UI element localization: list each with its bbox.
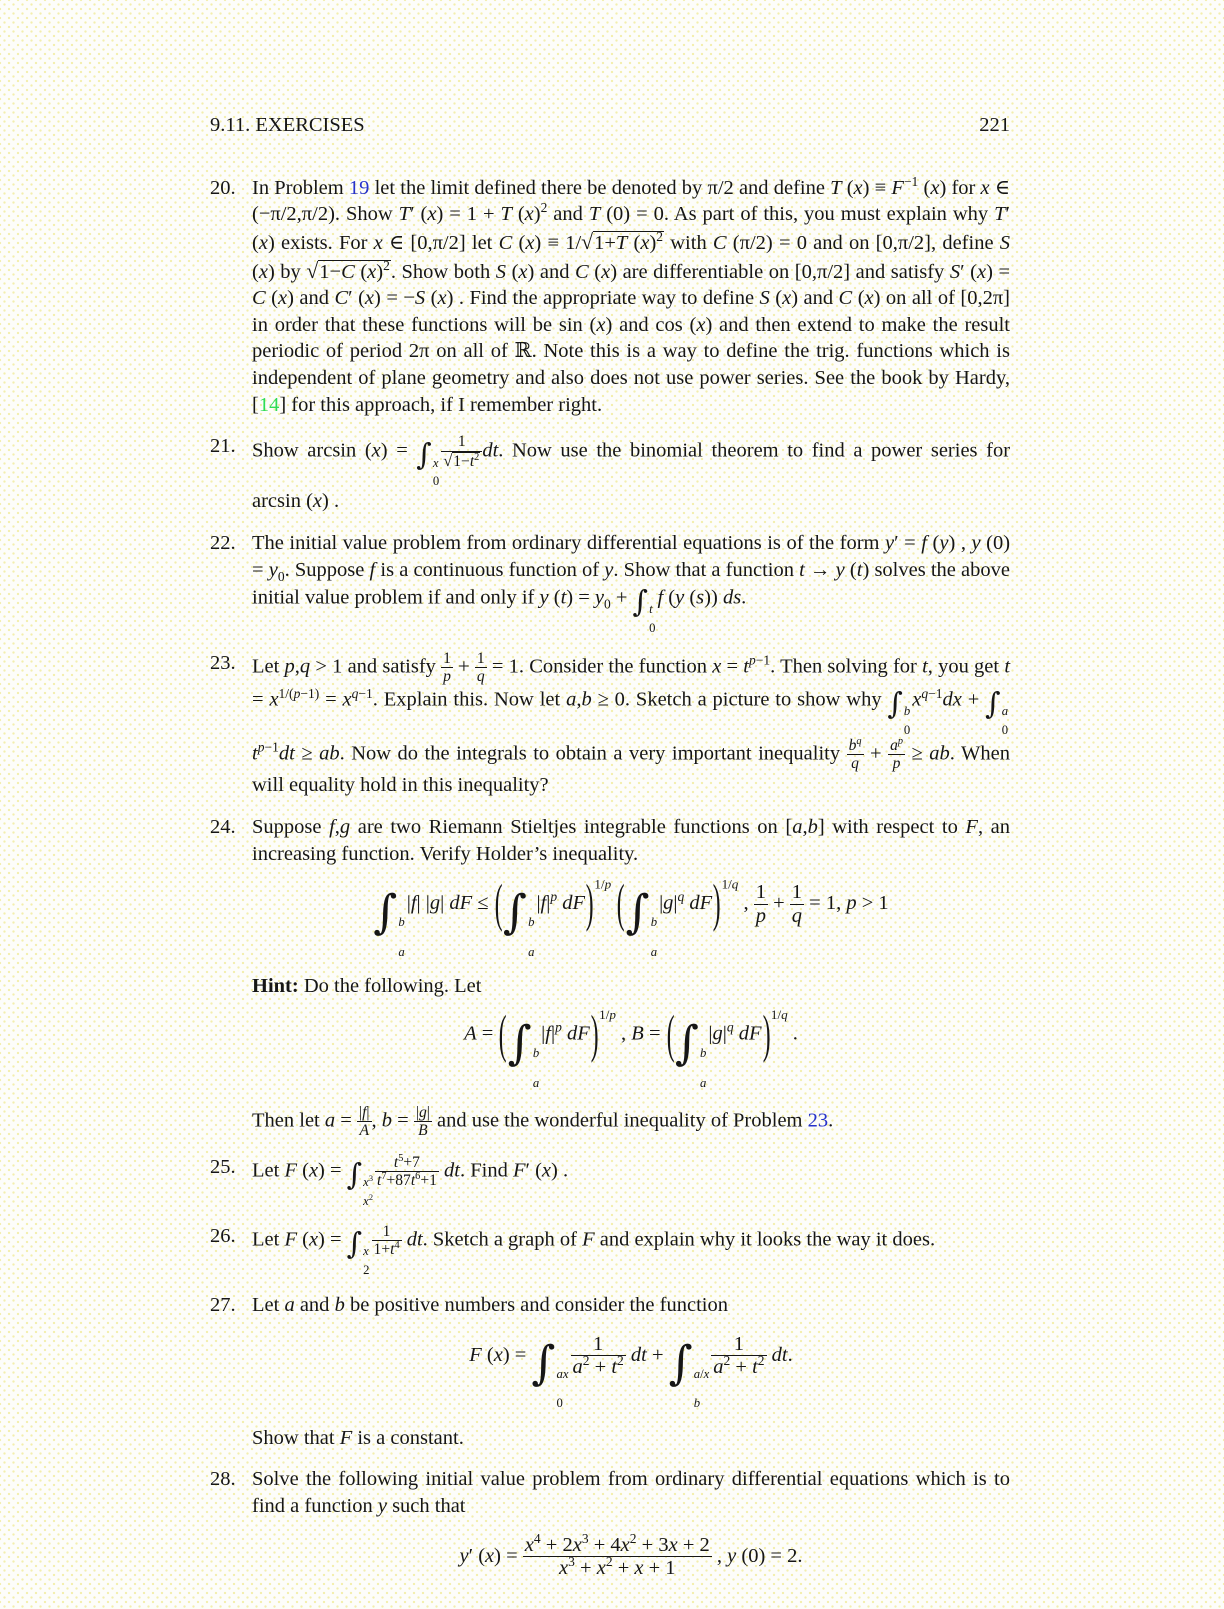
paren-exponent: 1/p	[599, 1007, 616, 1023]
math-var: x	[363, 1193, 369, 1208]
math-var: p	[604, 876, 612, 892]
math-var: x	[371, 439, 381, 462]
math-var: dt	[278, 742, 295, 765]
math-var: x	[696, 313, 706, 336]
math-var: dF	[562, 892, 586, 915]
problem-text: Let F (x) = ∫ x 2 $\frac{1}{1+t^4}$ dt. Sketch a graph of F and explain why it looks the way it does.	[252, 1223, 936, 1277]
exercise-25	[210, 1154, 1010, 1208]
math-var: y	[594, 586, 605, 609]
math-var: x	[596, 1557, 606, 1580]
math-var: q	[299, 655, 311, 678]
display-equation: A = (∫ b a $|f|^p$ dF)$^{1/p}$ , B = (∫ b a $|g|^q$ dF)$^{1/q}$ .	[464, 1003, 798, 1090]
math-var: y	[885, 531, 895, 554]
math-var: C	[498, 231, 513, 254]
math-var: x	[493, 1343, 503, 1366]
math-var: p	[609, 1007, 616, 1023]
integral: ∫ $x^3$ $x^2$	[346, 1157, 373, 1208]
math-var: a	[650, 945, 658, 960]
fraction: $\frac{t^5+7}{t^7+87t^6+1}$	[377, 1153, 437, 1190]
fraction: $\frac{1}{q}$	[476, 650, 485, 686]
integral	[625, 884, 659, 960]
math-var: A	[464, 1022, 477, 1045]
display-equation: y′ (x) = $\frac{x^4 + 2x^3 + 4x^2 + 3x + 2}{x^3 + x^2 + x + 1}$ , y (0) = 2.	[459, 1530, 803, 1580]
math-var: S	[414, 287, 426, 310]
problem-number: 26.	[210, 1225, 236, 1248]
fraction	[888, 737, 905, 772]
math-var: t	[649, 602, 653, 617]
math-var: y	[604, 558, 614, 581]
paren-exponent: 1/p	[594, 876, 612, 892]
math-var: T	[398, 203, 411, 226]
math-var: dt	[771, 1343, 788, 1366]
math-var: T	[830, 176, 842, 199]
math-var: g	[663, 892, 674, 915]
problem-number: 22.	[210, 531, 236, 554]
math-var: x	[432, 455, 439, 470]
math-var: x	[308, 1228, 319, 1251]
math-var: ds	[722, 586, 742, 609]
math-var: x	[525, 231, 535, 254]
math-var: S	[759, 287, 770, 310]
math-var: x	[668, 1533, 678, 1556]
exercise-23	[210, 650, 1010, 799]
math-var: t	[799, 558, 805, 581]
exercise-27	[210, 1292, 1010, 1451]
fraction	[847, 737, 864, 772]
math-var: ab	[929, 742, 950, 765]
math-var: T	[994, 203, 1006, 226]
math-var: f	[540, 892, 547, 915]
fraction: $\frac{|g|}{B}$	[415, 1104, 430, 1140]
math-var: p	[257, 739, 265, 755]
bold-text: Hint:	[252, 975, 299, 998]
math-var: t	[252, 742, 258, 765]
math-var: y	[971, 531, 981, 554]
math-var: a	[566, 688, 577, 711]
math-var: a	[284, 1294, 295, 1316]
math-var: y	[268, 558, 278, 581]
exercise-26	[210, 1223, 1010, 1277]
math-var: x	[572, 1533, 582, 1556]
math-var: b	[848, 737, 857, 755]
math-var: dF	[566, 1022, 590, 1045]
integral-sign: ∫	[416, 437, 432, 473]
math-var: x	[712, 655, 722, 678]
math-var: ab	[319, 742, 340, 765]
math-var: dt	[482, 439, 499, 462]
problem-number: 25.	[210, 1156, 236, 1179]
math-var: t	[611, 1356, 618, 1379]
math-var: x	[782, 287, 792, 310]
integral-sign: ∫	[503, 884, 528, 939]
math-var: x	[864, 287, 874, 310]
math-var: C	[838, 287, 853, 310]
math-var: C	[252, 287, 266, 310]
math-var: g	[339, 816, 351, 839]
math-var: x	[269, 688, 279, 711]
math-var: f	[362, 1104, 367, 1122]
math-var: t	[1004, 655, 1011, 678]
integral: ∫ x 0	[416, 437, 440, 488]
math-var: x	[980, 176, 990, 199]
math-var: q	[677, 889, 685, 905]
math-var: y	[377, 1495, 387, 1518]
math-var: F	[965, 816, 978, 839]
math-var: dF	[738, 1022, 762, 1045]
math-var: q	[921, 686, 929, 702]
problem-text: Let F (x) = ∫ $x^3$ $x^2$ $\frac{t^5+7}{t^7+87t^6+1}$ dt. Find F′ (x) .	[252, 1153, 569, 1208]
math-var: p	[555, 1019, 562, 1035]
math-var: T	[615, 231, 628, 254]
integral	[373, 884, 406, 960]
problem-text: Let p,q > 1 and satisfy $\frac{1}{p}$ + $\frac{1}{q}$ = 1. Consider the function $x = t^{p-1}$. Then solving for t, you get $t = x^{1/(p-1)} = x^{q-1}$. Explain this. Now let a,b ≥ 0. Sketch a picture to show why ∫ b 0 $x^{q-1}dx$ + ∫ a 0 $t^{p-1}dt$ ≥ ab. Now do the integrals to obtain a very important inequality $\frac{b^q}{q}$ + $\frac{a^p}{p}$ ≥ ab. When will equality hold in this inequality?	[252, 650, 1011, 797]
problem-text: Suppose f,g are two Riemann Stieltjes integrable functions on [a,b] with respect to F, an increasing function. Verify Holder’s inequality. ∫ b a |f| |g| dF ≤ (∫ b a $|f|^p$ dF)$^{1/p}$ (∫ b a $|g|^q$ dF)$^{1/q}$ , $\frac{1}{p}$ + $\frac{1}{q}$ = 1, p > 1 Hint: Do the following. Let A = (∫ b a $|f|^p$ dF)$^{1/p}$ , B = (∫ b a $|g|^q$ dF)$^{1/q}$ . Then let a = $\frac{|f|}{A}$ , b = $\frac{|g|}{B}$ and use the wonderful inequality of Problem 23.	[252, 816, 1010, 1140]
math-var: x	[373, 231, 383, 254]
big-paren: (	[617, 873, 625, 934]
big-paren: )	[712, 873, 721, 934]
integral-sign: ∫	[346, 1157, 363, 1193]
math-var: ax	[556, 1366, 569, 1381]
math-var: a	[700, 1075, 707, 1090]
fraction: $\frac{1}{p}$	[755, 881, 766, 927]
big-paren: (	[666, 1003, 675, 1064]
math-var: x	[364, 287, 375, 310]
math-var: q	[351, 686, 359, 702]
exercise-24	[210, 814, 1010, 1139]
math-var: f	[545, 1022, 551, 1045]
math-var: q	[726, 1019, 734, 1035]
math-var: F	[284, 1159, 297, 1182]
math-var: a	[532, 1075, 540, 1090]
math-var: a	[693, 1366, 701, 1381]
math-var: t	[377, 1172, 382, 1190]
math-var: C	[575, 260, 589, 283]
math-var: B	[418, 1122, 428, 1140]
math-var: t	[752, 1356, 758, 1379]
math-var: t	[560, 586, 567, 609]
math-var: T	[588, 203, 601, 226]
math-var: f	[369, 558, 376, 581]
math-var: b	[398, 915, 405, 930]
exercise-list	[210, 175, 1010, 1594]
math-var: dt	[630, 1343, 647, 1366]
problem-number: 20.	[210, 176, 236, 199]
ref-link-14[interactable]: 14	[258, 393, 280, 416]
radical: $√1-t^2$	[443, 450, 480, 470]
math-var: g	[712, 1022, 723, 1045]
math-var: b	[700, 1045, 707, 1060]
math-var: x	[437, 287, 447, 310]
math-var: x	[277, 287, 288, 310]
radical: √1−C $(x)^2$	[306, 257, 390, 283]
math-var: x	[308, 1159, 319, 1182]
math-var: q	[851, 755, 859, 773]
fraction: $\frac{1}{√1-t^2}$	[441, 433, 482, 469]
math-var: y	[835, 558, 845, 581]
math-var: y	[459, 1544, 469, 1567]
problem-number: 28.	[210, 1468, 236, 1491]
problem-text: In Problem 19 let the limit defined there be denoted by π/2 and define T $(x) \equiv F^{-1}$ (x) for x ∈ (−π/2,π/2). Show T′ (x) = 1 + T $(x)^2$ and T (0) = 0. As part of this, you must explain why T′ (x) exists. For x ∈ [0,π/2] let C (x) ≡ 1/√1+T $(x)^2$ with C (π/2) = 0 and on [0,π/2], define S (x) by √1−C $(x)^2$. Show both S (x) and C (x) are differentiable on [0,π/2] and satisfy S′ (x) = C (x) and C′ (x) = −S (x) . Find the appropriate way to define S (x) and C (x) on all of [0,2π] in order that these functions will be sin (x) and cos (x) and then extend to make the result periodic of period 2π on all of ℝ. Note this is a way to define the trig. functions which is independent of plane geometry and also does not use power series. See the book by Hardy, [14] for this approach, if I remember right.	[252, 173, 1011, 416]
math-var: x	[853, 176, 863, 199]
math-var: F	[891, 176, 904, 199]
math-var: p	[293, 686, 301, 702]
problem-number: 24.	[210, 816, 236, 839]
math-var: A	[359, 1122, 369, 1140]
math-var: q	[476, 668, 485, 686]
math-var: S	[999, 231, 1010, 254]
math-var: x	[342, 688, 352, 711]
integral	[503, 884, 536, 960]
math-var: t	[469, 452, 475, 470]
math-var: p	[892, 755, 901, 773]
fraction: $\frac{x^4 + 2x^3 + 4x^2 + 3x + 2}{x^3 + x^2 + x + 1}$	[524, 1530, 710, 1580]
math-var: x	[601, 260, 611, 283]
math-var: q	[791, 904, 803, 927]
integral: ∫ a/x b	[668, 1335, 710, 1411]
math-var: b	[807, 816, 818, 839]
math-var: p	[284, 655, 295, 678]
display-equation: F (x) = ∫ ax 0 $\frac{1}{a^2 + t^2}$ dt + ∫ a/x b $\frac{1}{a^2 + t^2}$ dt.	[469, 1332, 793, 1411]
problem-number: 23.	[210, 652, 236, 675]
problem-text: Show arcsin (x) = ∫ x 0 $\frac{1}{√1-t^2}$ dt. Now use the binomial theorem to find a power series for arcsin (x) .	[252, 433, 1011, 513]
math-var: B	[631, 1022, 644, 1045]
math-var: x	[620, 1533, 630, 1556]
math-var: dF	[449, 892, 473, 915]
math-var: x	[930, 176, 940, 199]
math-var: b	[334, 1294, 345, 1316]
integral: ∫ b 0	[887, 686, 911, 737]
math-var: y	[539, 586, 549, 609]
math-var: x	[363, 1244, 369, 1259]
math-var: b	[532, 1045, 540, 1060]
math-var: x	[524, 1533, 534, 1556]
integral: ∫ t 0	[632, 584, 656, 635]
integral-sign: ∫	[675, 1015, 700, 1070]
math-var: f	[657, 586, 664, 609]
math-var: F	[469, 1343, 482, 1366]
page-header	[210, 112, 1010, 139]
math-var: a	[324, 1109, 336, 1132]
exercise-28	[210, 1466, 1010, 1593]
math-var: x	[703, 1366, 710, 1381]
math-var: a	[572, 1356, 583, 1379]
math-var: x	[312, 490, 323, 513]
math-var: p	[443, 668, 451, 686]
radical: √1+T $(x)^2$	[581, 229, 664, 254]
math-var: q	[731, 876, 739, 892]
fraction: $\frac{|f|}{A}$	[358, 1104, 370, 1140]
exercise-20	[210, 175, 1010, 419]
fraction: $\frac{1}{1+t^4}$	[373, 1223, 400, 1259]
integral-sign: ∫	[632, 584, 649, 620]
math-var: b	[381, 1109, 393, 1132]
math-var: a	[792, 816, 803, 839]
math-var: b	[581, 688, 592, 711]
math-var: f	[410, 892, 417, 915]
math-var: x	[640, 231, 650, 254]
math-var: b	[650, 915, 658, 930]
math-var: a	[528, 945, 535, 960]
math-var: t	[856, 558, 863, 581]
math-var: p	[550, 889, 558, 905]
integral: ∫ ax 0	[531, 1335, 569, 1411]
big-paren: (	[499, 1003, 508, 1064]
math-var: p	[846, 892, 857, 915]
integral-sign: ∫	[346, 1226, 363, 1262]
math-var: a	[1001, 704, 1009, 719]
math-var: y	[939, 531, 949, 554]
problem-number: 27.	[210, 1294, 236, 1316]
math-var: x	[485, 1544, 495, 1567]
math-var: C	[334, 287, 349, 310]
math-var: F	[512, 1159, 526, 1182]
math-var: a	[713, 1356, 724, 1379]
section-title: 9.11. EXERCISES	[210, 114, 365, 136]
math-var: x	[596, 313, 606, 336]
math-var: F	[339, 1426, 353, 1449]
integral-sign: ∫	[531, 1335, 556, 1390]
math-var: a	[890, 737, 898, 755]
math-var: y	[727, 1544, 737, 1567]
math-var: q	[781, 1007, 788, 1023]
math-var: t	[743, 655, 749, 678]
big-paren: )	[762, 1003, 771, 1064]
problem-text: The initial value problem from ordinary differential equations is of the form y′ = f (y) , y $(0) = y_0$. Suppose f is a continuous function of y. Show that a function t → y (t) solves the above initial value problem if and only if y $(t) = y_0$ + ∫ t 0 f (y (s)) ds.	[252, 531, 1011, 635]
math-var: T	[500, 203, 512, 226]
math-var: x	[363, 1175, 369, 1190]
integral: ∫ x 2	[346, 1226, 370, 1277]
math-var: x	[559, 1557, 569, 1580]
integral-sign: ∫	[887, 686, 903, 722]
problem-text: Solve the following initial value problem from ordinary differential equations which is to find a function y such that y′ (x) = $\frac{x^4 + 2x^3 + 4x^2 + 3x + 2}{x^3 + x^2 + x + 1}$ , y (0) = 2.	[252, 1468, 1010, 1580]
integral	[507, 1015, 541, 1090]
math-var: t	[393, 1154, 399, 1172]
page-number: 221	[979, 114, 1010, 136]
integral: ∫ a 0	[985, 686, 1009, 737]
math-var: b	[693, 1396, 701, 1411]
math-var: F	[582, 1228, 595, 1251]
math-var: dt	[406, 1228, 423, 1251]
math-var: dF	[689, 892, 713, 915]
math-var: a	[398, 945, 405, 960]
math-var: b	[903, 704, 911, 719]
math-var: y	[675, 586, 685, 609]
math-var: g	[429, 892, 441, 915]
math-var: p	[748, 652, 756, 668]
math-var: dx	[942, 688, 962, 711]
exercise-22	[210, 530, 1010, 635]
fraction: $\frac{1}{a^2 + t^2}$	[572, 1332, 624, 1379]
integral-sign: ∫	[373, 884, 398, 939]
big-paren: (	[494, 873, 503, 934]
fraction: $\frac{1}{a^2 + t^2}$	[713, 1332, 765, 1379]
math-var: x	[634, 1557, 644, 1580]
math-var: p	[755, 904, 766, 927]
big-paren: )	[585, 873, 594, 934]
exercise-21	[210, 433, 1010, 515]
math-var: t	[390, 1241, 395, 1259]
math-var: f	[921, 531, 927, 554]
paren-exponent: 1/q	[721, 876, 739, 892]
ref-link-23[interactable]: 23	[807, 1109, 829, 1132]
fraction: $\frac{1}{p}$	[443, 650, 451, 686]
ref-link-19[interactable]: 19	[348, 176, 370, 199]
math-var: x	[427, 203, 437, 226]
problem-text: Let a and b be positive numbers and consider the function F (x) = ∫ ax 0 $\frac{1}{a^2 + t^2}$ dt + ∫ a/x b $\frac{1}{a^2 + t^2}$ dt. Show that F is a constant.	[252, 1292, 1010, 1451]
math-var: b	[528, 915, 535, 930]
math-var: x	[367, 260, 377, 283]
integral-sign: ∫	[507, 1015, 532, 1070]
integral-sign: ∫	[625, 884, 650, 939]
display-equation: ∫ b a |f| |g| dF ≤ (∫ b a $|f|^p$ dF)$^{1/p}$ (∫ b a $|g|^q$ dF)$^{1/q}$ , $\frac{1}{p}$ + $\frac{1}{q}$ = 1, p > 1	[373, 873, 889, 960]
math-var: C	[712, 231, 727, 254]
math-var: q	[856, 736, 862, 747]
paren-exponent: 1/q	[770, 1007, 788, 1023]
math-var: x	[524, 203, 534, 226]
integral-sign: ∫	[985, 686, 1001, 722]
math-var: f	[329, 816, 335, 839]
math-var: S	[495, 260, 507, 283]
integral-sign: ∫	[668, 1335, 693, 1390]
math-var: dt	[444, 1159, 460, 1182]
integral	[675, 1015, 708, 1090]
big-paren: )	[590, 1003, 599, 1064]
fraction: $\frac{1}{q}$	[791, 881, 803, 927]
math-var: x	[518, 260, 528, 283]
math-var: F	[284, 1228, 297, 1251]
math-var: C	[341, 260, 355, 283]
math-var: p	[897, 736, 904, 747]
math-var: t	[410, 1172, 416, 1190]
math-var: t	[922, 655, 928, 678]
math-var: x	[258, 260, 268, 283]
math-var: g	[418, 1104, 427, 1122]
math-var: S	[949, 260, 961, 283]
math-var: s	[696, 586, 705, 609]
problem-number: 21.	[210, 435, 236, 458]
math-var: x	[976, 260, 987, 283]
math-var: x	[912, 688, 922, 711]
document-page	[210, 112, 1010, 1609]
math-var: x	[258, 231, 268, 254]
math-var: x	[541, 1159, 552, 1182]
